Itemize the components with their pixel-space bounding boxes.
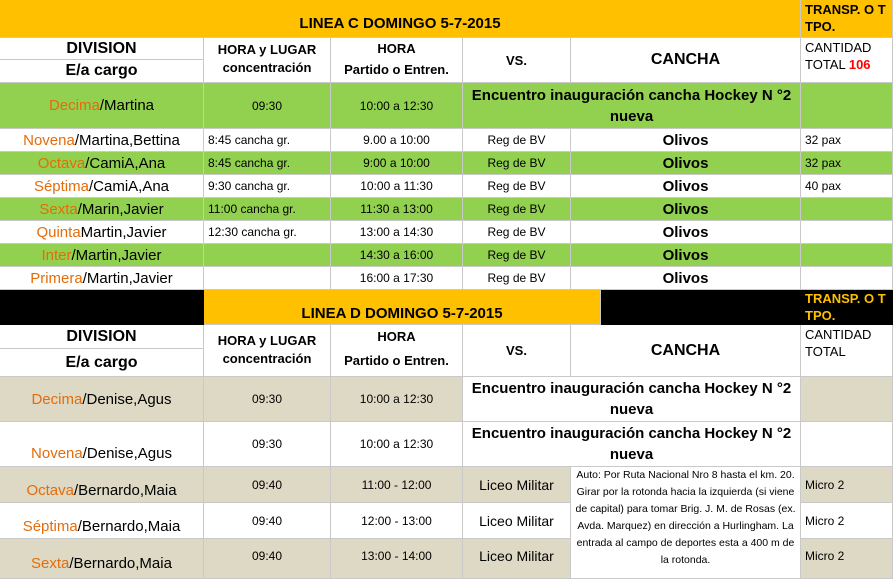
line-c-hora-header[interactable] [331, 38, 463, 83]
table-row-d-4-vs[interactable]: Liceo Militar [463, 539, 571, 579]
line-d-total-label: TOTAL [805, 344, 846, 359]
line-c-cancha-header[interactable]: CANCHA [571, 38, 801, 83]
table-row-d-4-cant[interactable]: Micro 2 [801, 539, 893, 579]
table-row-c-6-cancha[interactable]: Olivos [571, 244, 801, 267]
division-name: Sexta [31, 555, 70, 572]
line-d-cancha-header[interactable]: CANCHA [571, 325, 801, 377]
table-row-d-3-division[interactable] [0, 503, 204, 539]
table-row-c-7-cant[interactable] [801, 267, 893, 290]
table-row-c-5-cancha[interactable]: Olivos [571, 221, 801, 244]
table-row-c-3-hora[interactable]: 10:00 a 11:30 [331, 175, 463, 198]
table-row-c-0-hora[interactable]: 10:00 a 12:30 [331, 83, 463, 129]
line-c-cantidad-header[interactable] [801, 38, 893, 83]
directions-note[interactable]: Auto: Por Ruta Nacional Nro 8 hasta el km. 20. Girar por la rotonda hacia la izquierda (si viene de capital) para tomar Brig. J. M. de Rosas (ex. Avda. Marquez) en dirección a Hurlingham. La entrada al campo de deportes esta a 400 m de la rotonda. [571, 467, 801, 579]
table-row-c-7-hora[interactable]: 16:00 a 17:30 [331, 267, 463, 290]
division-cargo: /Bernardo,Maia [69, 555, 172, 572]
line-d-hora-header-1: HORA [377, 329, 416, 344]
division-cargo: /Martin,Javier [71, 246, 162, 264]
table-row-c-0-cancha[interactable]: Encuentro inauguración cancha Hockey N °2 nueva [463, 83, 801, 129]
table-row-c-7-division[interactable] [0, 267, 204, 290]
table-row-d-2-conc[interactable]: 09:40 [204, 467, 331, 503]
division-name: Novena [31, 444, 83, 462]
line-d-cantidad-label: CANTIDAD [805, 327, 872, 342]
table-row-d-3-cant[interactable]: Micro 2 [801, 503, 893, 539]
line-c-hora-header-1: HORA [377, 41, 416, 56]
line-d-title-band-right [601, 290, 801, 325]
division-cargo: /CamiA,Ana [88, 177, 170, 195]
table-row-c-5-cant[interactable] [801, 221, 893, 244]
table-row-c-1-cancha[interactable]: Olivos [571, 129, 801, 152]
table-row-d-0-division[interactable] [0, 377, 204, 422]
division-name: Inter [41, 246, 72, 264]
line-d-vs-header[interactable]: VS. [463, 325, 571, 377]
line-c-conc-header-1: HORA y LUGAR [217, 42, 317, 57]
table-row-d-0-hora[interactable]: 10:00 a 12:30 [331, 377, 463, 422]
division-name: Quinta [36, 223, 81, 241]
table-row-c-7-cancha[interactable]: Olivos [571, 267, 801, 290]
division-name: Octava [26, 482, 74, 499]
table-row-c-2-vs[interactable]: Reg de BV [463, 152, 571, 175]
table-row-c-6-conc[interactable] [204, 244, 331, 267]
table-row-c-4-division[interactable] [0, 198, 204, 221]
division-name: Primera [30, 269, 83, 287]
table-row-d-2-division[interactable] [0, 467, 204, 503]
division-name: Sexta [39, 200, 78, 218]
table-row-c-2-hora[interactable]: 9:00 a 10:00 [331, 152, 463, 175]
table-row-c-4-conc[interactable]: 11:00 cancha gr. [204, 198, 331, 221]
division-cargo: /Bernardo,Maia [73, 482, 177, 499]
table-row-c-5-conc[interactable]: 12:30 cancha gr. [204, 221, 331, 244]
table-row-d-1-conc[interactable]: 09:30 [204, 422, 331, 467]
table-row-d-0-cancha[interactable]: Encuentro inauguración cancha Hockey N °2 nueva [463, 377, 801, 422]
line-c-conc-header[interactable] [204, 38, 331, 83]
table-row-c-3-cancha[interactable]: Olivos [571, 175, 801, 198]
division-name: Novena [23, 131, 75, 149]
table-row-c-4-hora[interactable]: 11:30 a 13:00 [331, 198, 463, 221]
table-row-d-3-hora[interactable]: 12:00 - 13:00 [331, 503, 463, 539]
division-name: Octava [37, 154, 86, 172]
table-row-c-1-cant[interactable]: 32 pax [801, 129, 893, 152]
line-c-title[interactable]: LINEA C DOMINGO 5-7-2015 [0, 0, 801, 38]
table-row-d-0-cant[interactable] [801, 377, 893, 422]
line-c-conc-header-2: concentración [222, 60, 312, 75]
table-row-c-7-vs[interactable]: Reg de BV [463, 267, 571, 290]
line-c-cantidad-label: CANTIDAD [805, 40, 872, 55]
table-row-c-3-conc[interactable]: 9:30 cancha gr. [204, 175, 331, 198]
line-d-hora-header[interactable] [331, 325, 463, 377]
table-row-d-2-vs[interactable]: Liceo Militar [463, 467, 571, 503]
table-row-c-2-cant[interactable]: 32 pax [801, 152, 893, 175]
table-row-c-5-hora[interactable]: 13:00 a 14:30 [331, 221, 463, 244]
line-c-total-line [805, 56, 888, 73]
line-d-division-header[interactable]: DIVISION [0, 325, 204, 349]
table-row-c-0-division[interactable] [0, 83, 204, 129]
line-d-conc-header-2: concentración [222, 351, 312, 366]
division-cargo: /Martin,Javier [82, 269, 173, 287]
table-row-d-4-conc[interactable]: 09:40 [204, 539, 331, 579]
table-row-c-5-vs[interactable]: Reg de BV [463, 221, 571, 244]
table-row-c-0-cant[interactable] [801, 83, 893, 129]
line-c-transp-header[interactable]: TRANSP. O T TPO. [801, 0, 893, 38]
table-row-d-4-division[interactable] [0, 539, 204, 579]
table-row-c-1-conc[interactable]: 8:45 cancha gr. [204, 129, 331, 152]
table-row-c-6-vs[interactable]: Reg de BV [463, 244, 571, 267]
table-row-c-1-hora[interactable]: 9.00 a 10:00 [331, 129, 463, 152]
table-row-c-6-hora[interactable]: 14:30 a 16:00 [331, 244, 463, 267]
line-d-title-band-left [0, 290, 204, 325]
line-d-conc-header[interactable] [204, 325, 331, 377]
division-name: Decima [31, 390, 83, 408]
line-c-total-value: 106 [848, 57, 871, 72]
table-row-d-3-vs[interactable]: Liceo Militar [463, 503, 571, 539]
line-c-cargo-header[interactable]: E/a cargo [0, 60, 204, 83]
table-row-c-5-division[interactable] [0, 221, 204, 244]
table-row-c-6-division[interactable] [0, 244, 204, 267]
table-row-c-4-cancha[interactable]: Olivos [571, 198, 801, 221]
division-cargo: /CamiA,Ana [85, 154, 166, 172]
table-row-c-3-division[interactable] [0, 175, 204, 198]
division-cargo: /Martina [99, 97, 155, 114]
line-c-division-header[interactable]: DIVISION [0, 38, 204, 60]
table-row-d-1-cancha[interactable]: Encuentro inauguración cancha Hockey N °2 nueva [463, 422, 801, 467]
division-cargo: /Bernardo,Maia [77, 518, 181, 535]
table-row-d-1-division[interactable] [0, 422, 204, 467]
table-row-d-0-conc[interactable]: 09:30 [204, 377, 331, 422]
table-row-c-2-division[interactable] [0, 152, 204, 175]
division-name: Séptima [22, 518, 78, 535]
table-row-d-2-hora[interactable]: 11:00 - 12:00 [331, 467, 463, 503]
table-row-d-1-cant[interactable] [801, 422, 893, 467]
division-cargo: /Denise,Agus [82, 390, 172, 408]
table-row-c-4-vs[interactable]: Reg de BV [463, 198, 571, 221]
table-row-c-6-cant[interactable] [801, 244, 893, 267]
division-cargo: /Martina,Bettina [74, 131, 180, 149]
table-row-c-3-vs[interactable]: Reg de BV [463, 175, 571, 198]
line-d-cantidad-header[interactable] [801, 325, 893, 377]
table-row-c-7-conc[interactable] [204, 267, 331, 290]
table-row-c-3-cant[interactable]: 40 pax [801, 175, 893, 198]
table-row-c-2-cancha[interactable]: Olivos [571, 152, 801, 175]
division-cargo: /Marin,Javier [77, 200, 164, 218]
line-d-conc-header-1: HORA y LUGAR [217, 333, 317, 348]
line-c-total-label: TOTAL [805, 57, 846, 72]
table-row-d-3-conc[interactable]: 09:40 [204, 503, 331, 539]
table-row-c-2-conc[interactable]: 8:45 cancha gr. [204, 152, 331, 175]
table-row-c-1-division[interactable] [0, 129, 204, 152]
line-d-hora-header-2: Partido o Entren. [344, 353, 449, 368]
division-name: Séptima [33, 177, 89, 195]
line-d-title[interactable]: LINEA D DOMINGO 5-7-2015 [204, 290, 601, 325]
table-row-c-1-vs[interactable]: Reg de BV [463, 129, 571, 152]
line-c-hora-header-2: Partido o Entren. [344, 62, 449, 77]
division-cargo: /Denise,Agus [82, 444, 172, 462]
table-row-c-4-cant[interactable] [801, 198, 893, 221]
table-row-c-0-conc[interactable]: 09:30 [204, 83, 331, 129]
division-name: Decima [48, 97, 100, 114]
table-row-d-2-cant[interactable]: Micro 2 [801, 467, 893, 503]
table-row-d-1-hora[interactable]: 10:00 a 12:30 [331, 422, 463, 467]
line-c-vs-header[interactable]: VS. [463, 38, 571, 83]
division-cargo: Martin,Javier [80, 223, 167, 241]
line-d-cargo-header[interactable]: E/a cargo [0, 349, 204, 377]
line-d-transp-header[interactable]: TRANSP. O T TPO. [801, 290, 893, 325]
table-row-d-4-hora[interactable]: 13:00 - 14:00 [331, 539, 463, 579]
